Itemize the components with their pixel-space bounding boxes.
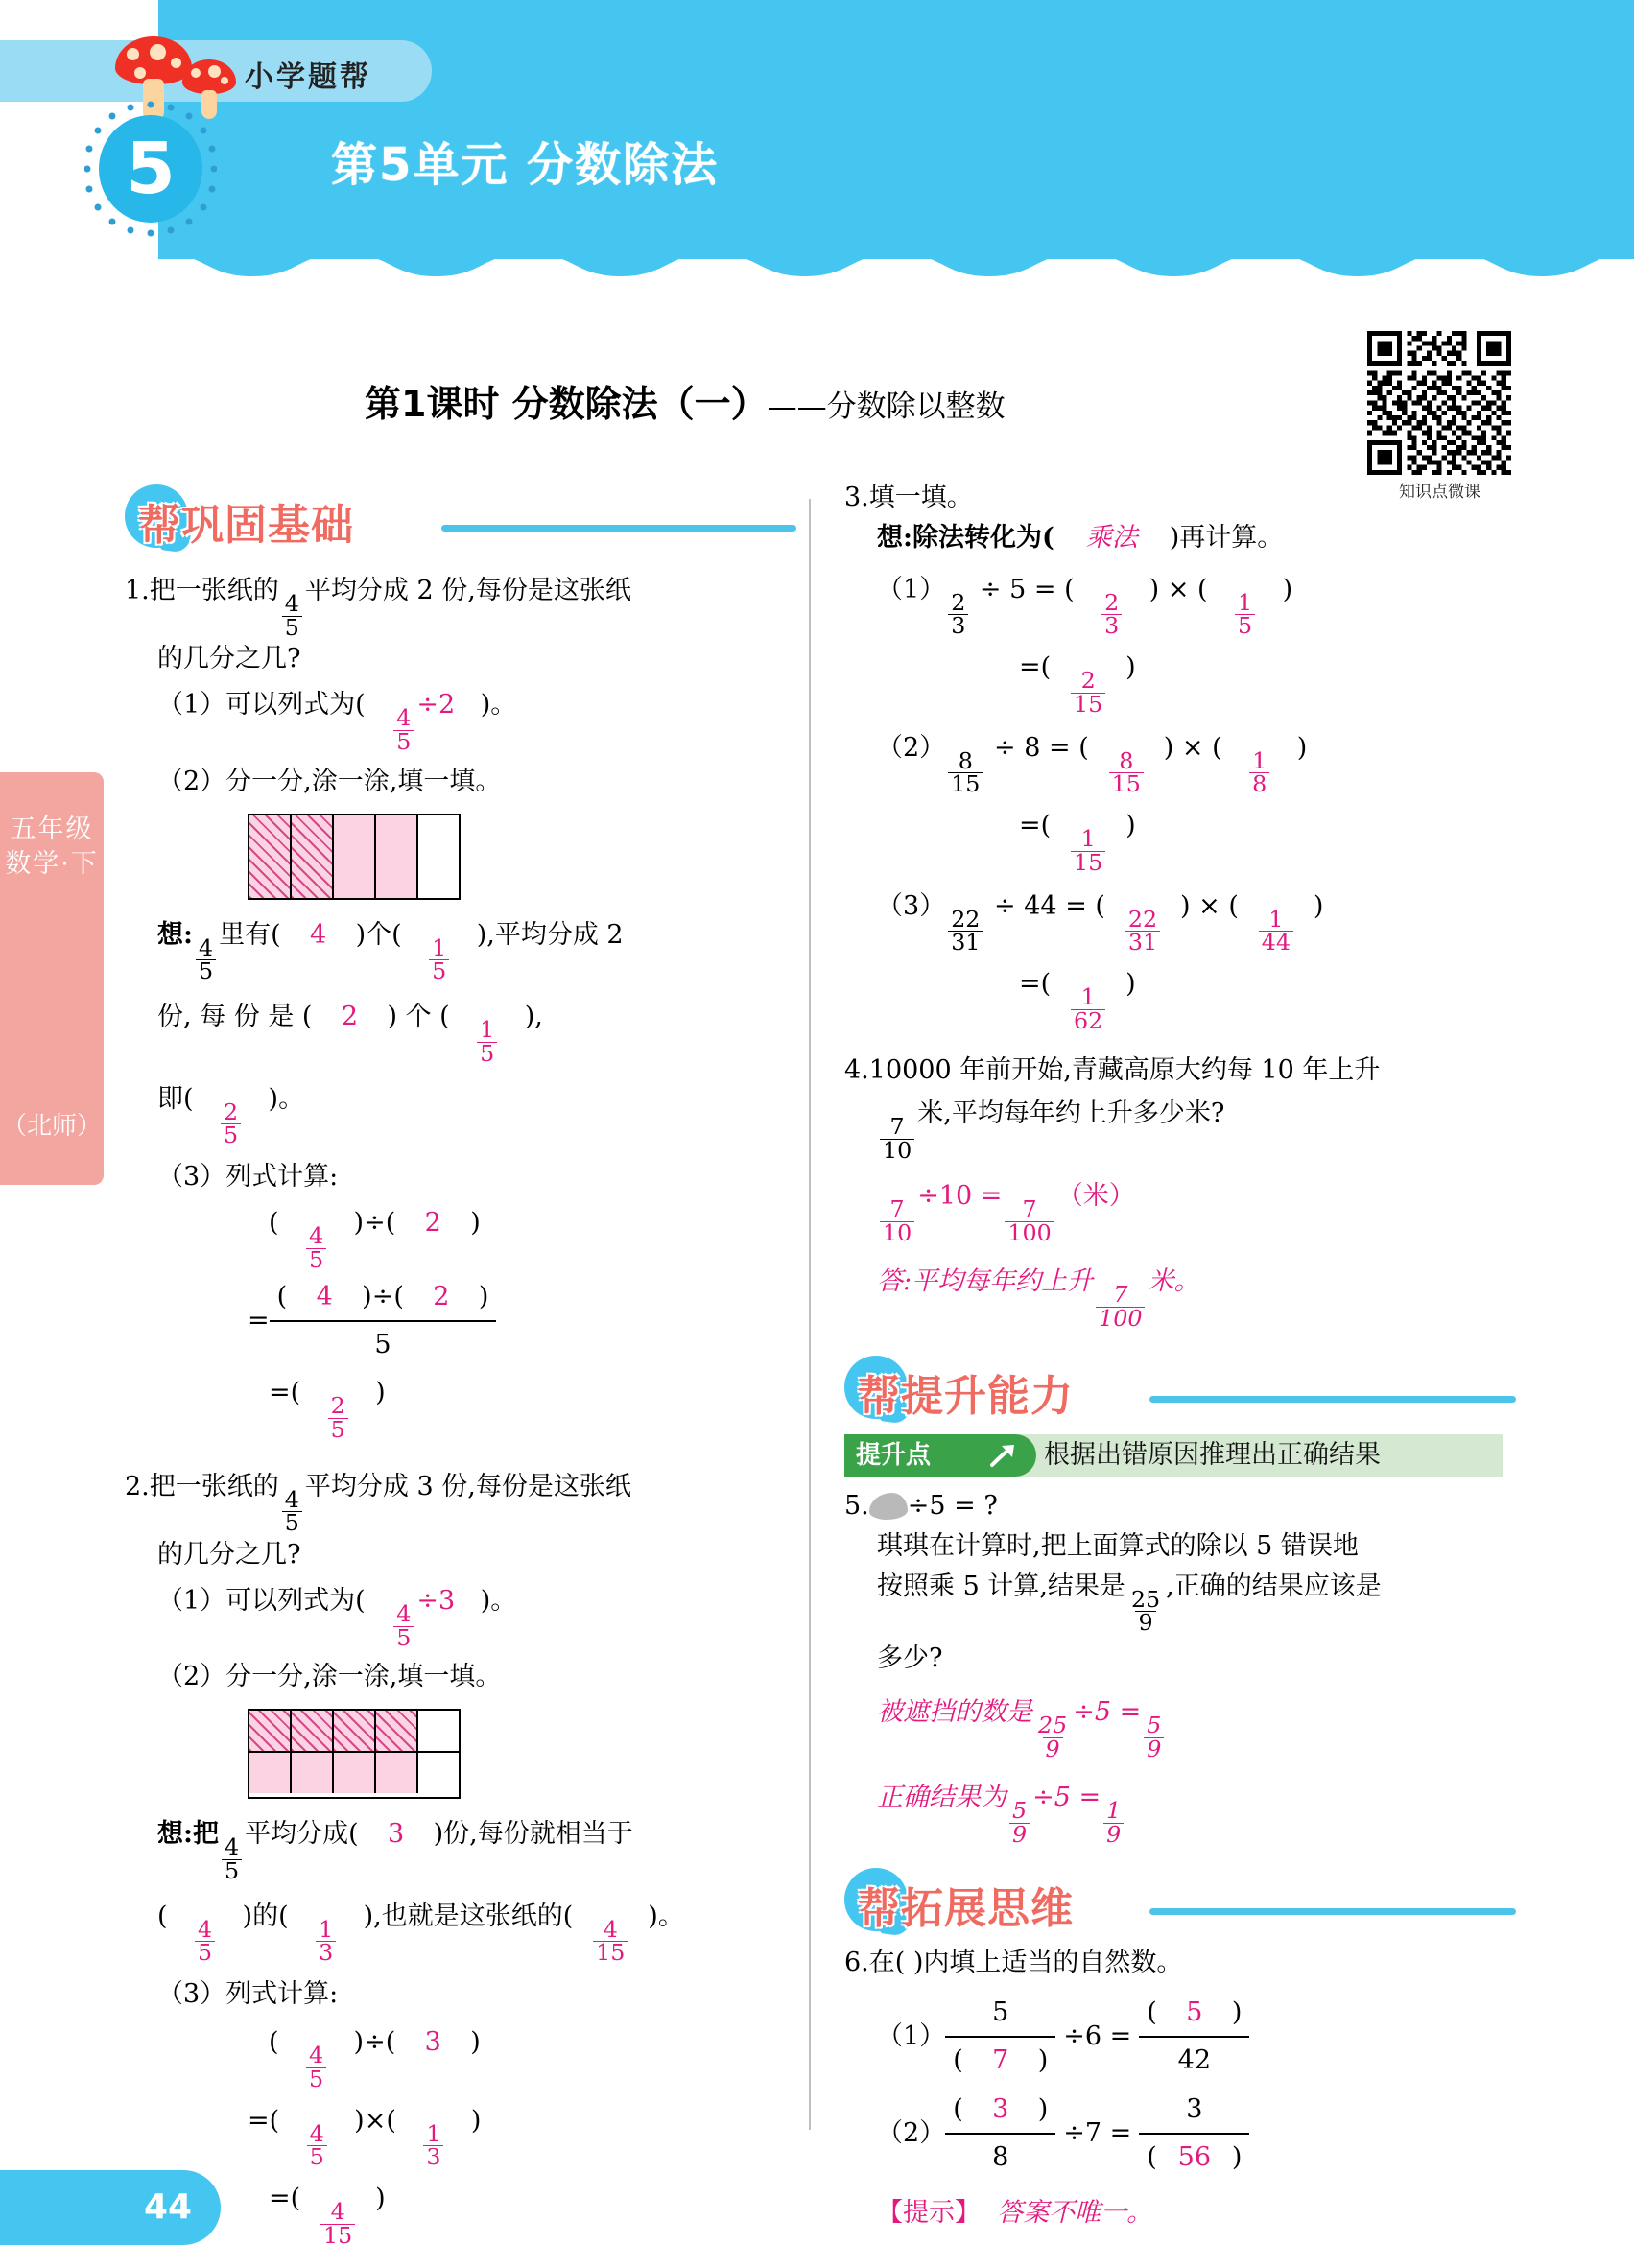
grid-cell-empty [418,1711,459,1753]
q3-item-1 [877,570,1516,638]
section-basics-label: 巩固基础 [181,501,354,550]
q2-think-line1 [157,1814,796,1882]
q6-item-1-divisor: ÷6 = [1063,2020,1132,2051]
q2-grid-diagram [248,1709,461,1799]
q3-item-3-result [1019,964,1516,1032]
q6-item-1-label: （1） [877,2020,946,2051]
q3-item-3-result-fraction: $\frac{1}{62}$ [1051,964,1125,1032]
q1-stem-line1 [125,571,796,639]
grid-cell-hatched [334,1711,376,1753]
q3-item-3-o2: ( [1228,890,1239,921]
q2-calc3-answer: $\frac{4}{15}$ [300,2179,375,2247]
q1-think-b: )个( [355,919,402,950]
q3-item-2-answer-1: $\frac{8}{15}$ [1089,728,1164,796]
q1-calc2-denominator: 5 [270,1320,497,1365]
q4-answer-line [877,1262,1516,1333]
q2-calc-line3 [269,2179,796,2247]
column-divider [809,499,811,2130]
q2-think-answer-3: $\frac{1}{3}$ [289,1897,364,1965]
q6-stem [844,1943,1516,1983]
q3-item-3-c1: ) [1179,890,1191,921]
bar-cell-hatched [292,815,334,898]
q4-stem-fraction: $\frac{7}{10}$ [880,1116,914,1163]
q1-calc-line1 [269,1203,796,1271]
q1-part1-answer: $\frac{4}{5}$ ÷2 [366,685,481,753]
q6-item-1 [877,1993,1516,2081]
q3-item-1-o2: ( [1197,574,1208,604]
q1-calc3-close: ) [375,1378,386,1408]
q1-part2-label: （2）分一分,涂一涂,填一填。 [157,766,502,796]
q3-item-1-res-close: ) [1125,652,1136,683]
q2-stem-line2: 的几分之几? [157,1540,301,1571]
q4-answer-a: 答:平均每年约上升 [877,1266,1094,1297]
q1-calc1-mid: )÷( [353,1207,396,1238]
left-column [125,484,796,2248]
q1-part1-frac: $\frac{4}{5}$ [393,707,414,754]
q4-solution-mid: ÷10 = [917,1180,1003,1211]
q2-part1-answer: $\frac{4}{5}$ ÷3 [366,1581,481,1649]
q6-item-1-denominator: ( 7 ) [945,2036,1055,2081]
section-bang-char: 帮 [858,1371,901,1421]
q6-item-2-numerator: ( 3 ) [953,2094,1049,2125]
q1-calc1-fraction: $\frac{4}{5}$ [279,1203,354,1271]
q5-sol2-a: 正确结果为 [877,1783,1006,1813]
q4-stem-line2 [877,1094,1516,1165]
q3-item-3-res-eq: =( [1019,969,1052,1000]
section-header-thinking [844,1868,1516,1933]
tip-band [844,1434,1503,1477]
q5-stem-b: 按照乘 5 计算,结果是 [877,1571,1125,1601]
q1-calc1-close: ) [470,1207,481,1238]
q3-item-1-result-fraction: $\frac{2}{15}$ [1051,648,1125,716]
q1-think-answer-2: $\frac{1}{5}$ [402,915,477,983]
q5-stem-fraction: $\frac{25}{9}$ [1130,1585,1161,1637]
q1-calc2-numerator: ( 4 )÷( 2 ) [276,1282,489,1312]
section-header-ability [844,1356,1516,1421]
bar-cell-empty [418,815,459,898]
header-wave-edge [158,248,1634,280]
q1-part1-close: )。 [480,690,517,721]
q6-item-1-numerator: 5 [992,1996,1009,2027]
grid-cell-hatched [376,1711,418,1753]
q2-stem-fraction: $\frac{4}{5}$ [282,1489,302,1536]
section-ability-label: 提升能力 [901,1371,1074,1421]
sidebar-edition-label: （北师） [1,1112,102,1141]
q5-number: 5. [844,1490,869,1521]
q4-stem-b: 米,平均每年约上升多少米? [917,1099,1225,1129]
q5-sol1-a: 被遮挡的数是 [877,1696,1032,1727]
q3-think-label: 想:除法转化为( [877,522,1054,553]
q1-stem-fraction: $\frac{4}{5}$ [282,593,302,640]
q3-item-3-eq: = [1065,890,1087,921]
q3-item-2-o1: ( [1078,732,1089,763]
section-rule [441,525,796,532]
grid-row-top [249,1711,459,1753]
arrow-up-right-icon [986,1440,1019,1471]
q3-item-3-div: ÷ [994,890,1016,921]
section-bang-char: 帮 [858,1883,901,1933]
q2-think-f: )。 [648,1901,684,1931]
q3-title-line [844,478,1516,518]
q6-item-2-label: （2） [877,2118,946,2149]
q6-hint-text: 答案不唯一。 [997,2198,1153,2229]
q5-solution-line2 [877,1778,1516,1849]
q4-answer-b: 米。 [1148,1266,1200,1297]
q3-item-2-c2: ) [1296,732,1308,763]
q6-item-2-divisor: ÷7 = [1063,2118,1132,2149]
q1-part3-label: （3）列式计算: [157,1162,339,1193]
page-number: 44 [144,2187,193,2227]
q5-stem-line3 [877,1567,1516,1635]
q2-calc1-answer: 3 [424,2027,441,2058]
grid-cell-pink [334,1753,376,1793]
q1-think-line1 [157,915,796,983]
q2-think-d: )的( [242,1901,289,1931]
q5-sol1-mid: ÷5 = [1073,1696,1142,1727]
q3-think-tail: )再计算。 [1169,522,1284,553]
q2-think-label: 想:把 [157,1819,219,1850]
question-1 [125,571,796,1442]
unit-number-badge: 5 [99,115,202,223]
lesson-title [365,374,1006,427]
q3-item-1-answer-1: $\frac{2}{3}$ [1075,570,1149,638]
q3-item-1-c1: ) [1149,574,1160,604]
q1-think-e: ) 个 ( [387,1002,450,1032]
question-2 [125,1467,796,2248]
q3-item-1-o1: ( [1064,574,1075,604]
q3-title: 填一填。 [868,483,973,512]
q1-think-g: 即( [157,1083,194,1114]
q3-item-3-answer-1: $\frac{22}{31}$ [1105,886,1180,955]
section-rule [1149,1908,1516,1915]
q3-item-1-divisor: 5 [1009,574,1027,604]
q2-part1-label: （1）可以列式为( [157,1585,366,1616]
q3-item-1-res-eq: =( [1019,652,1052,683]
lesson-title-sub: ——分数除以整数 [767,390,1006,424]
q1-think-answer-1: 4 [310,919,327,950]
q2-stem-b: 平均分成 3 份,每份是这张纸 [304,1471,631,1501]
q2-think-e: ),也就是这张纸的( [363,1901,574,1931]
question-4 [844,1051,1516,1331]
q1-calc2-eq: = [248,1306,270,1336]
section-thinking-label: 拓展思维 [901,1883,1074,1933]
section-header-text [858,1874,1074,1935]
q1-think-line3 [157,1079,796,1147]
q6-item-2-left-fraction [945,2090,1055,2178]
q1-calc1-answer: 2 [424,1207,441,1238]
q2-part3-label: （3）列式计算: [157,1979,339,2010]
q3-think-answer: 乘法 [1085,522,1138,553]
grid-cell-hatched [249,1711,292,1753]
q2-calc1-fraction: $\frac{4}{5}$ [279,2022,354,2091]
q3-item-2 [877,728,1516,796]
q2-calc2-close: ) [470,2105,482,2136]
q1-calc-line3 [269,1373,796,1441]
q2-calc1-close: ) [470,2027,481,2058]
q2-calc1-open: ( [269,2027,279,2058]
q2-think-answer-1: 3 [388,1819,405,1850]
q3-item-2-result [1019,806,1516,874]
q4-solution-result: $\frac{7}{100}$ [1005,1198,1054,1245]
q1-think-label: 想: [157,919,193,950]
q2-calc3-close: ) [375,2184,386,2214]
q6-item-2 [877,2090,1516,2178]
q3-item-1-times: × [1167,574,1190,604]
q3-item-3-o1: ( [1095,890,1105,921]
q5-stem-line4: 多少? [877,1643,943,1674]
q2-calc2-mid: )×( [354,2105,396,2136]
q3-item-2-o2: ( [1212,732,1222,763]
q1-think-line2 [157,997,796,1065]
q1-calc2-fraction [270,1277,497,1365]
q4-answer-fraction: $\frac{7}{100}$ [1096,1284,1145,1331]
q1-stem-b: 平均分成 2 份,每份是这张纸 [304,576,631,605]
section-header-text [138,490,354,552]
tip-badge-label: 提升点 [844,1434,1036,1477]
q2-calc1-mid: )÷( [353,2027,396,2058]
q3-item-1-result [1019,648,1516,716]
q2-number: 2. [125,1471,150,1501]
brand-title: 小学题帮 [245,60,371,94]
grid-cell-hatched [292,1711,334,1753]
q4-solution [877,1176,1516,1244]
q3-item-1-c2: ) [1282,574,1293,604]
q1-calc3-eq: =( [269,1378,301,1408]
section-header-text [858,1361,1074,1423]
q2-think-c: ( [157,1901,168,1931]
grid-cell-pink [249,1753,292,1793]
q5-sol1-fraction: $\frac{25}{9}$ [1038,1711,1068,1762]
qr-caption: 知识点微课 [1399,483,1480,502]
question-5 [844,1486,1516,1847]
q6-item-2-denominator: 8 [945,2133,1055,2178]
q3-item-1-left-fraction: $\frac{2}{3}$ [948,592,968,639]
q3-item-2-div: ÷ [994,732,1016,763]
q1-think-answer-4: $\frac{1}{5}$ [450,997,525,1065]
grid-cell-pink [292,1753,334,1793]
q1-think-answer-5: $\frac{2}{5}$ [194,1079,269,1147]
q6-item-1-result-numerator: ( 5 ) [1147,1996,1243,2027]
q5-solution-line1 [877,1692,1516,1760]
q2-calc-line2 [248,2101,796,2169]
q2-stem-a: 把一张纸的 [149,1471,279,1501]
q6-item-2-result-denominator: ( 56 ) [1139,2133,1249,2178]
q4-stem-a: 10000 年前开始,青藏高原大约每 10 年上升 [868,1054,1381,1085]
q2-calc2-eq: =( [248,2105,280,2136]
q2-part1 [157,1581,796,1649]
q3-item-2-times: × [1181,732,1204,763]
q2-think-answer-2: $\frac{4}{5}$ [168,1897,243,1965]
q4-solution-unit: （米） [1056,1180,1135,1211]
q2-calc2-fraction-1: $\frac{4}{5}$ [279,2101,354,2169]
q2-calc-line1 [269,2022,796,2091]
q1-stem-a: 把一张纸的 [149,576,279,605]
q1-part1-label: （1）可以列式为( [157,690,366,721]
q5-sol2-result: $\frac{1}{9}$ [1103,1800,1124,1847]
grid-cell-pink [376,1753,418,1793]
blob-placeholder-icon [869,1493,908,1520]
bar-cell-pink [376,815,418,898]
q3-item-3-label: （3） [877,890,946,921]
right-column [844,478,1516,2233]
q1-bar-diagram [248,814,461,900]
question-3 [844,478,1516,1033]
q6-stem-text: 在( )内填上适当的自然数。 [868,1947,1183,1977]
section-rule [1149,1396,1516,1403]
q5-stem-line2: 琪琪在计算时,把上面算式的除以 5 错误地 [877,1530,1359,1561]
q1-calc-line2 [248,1277,796,1365]
q6-number: 6. [844,1947,869,1977]
q3-item-1-answer-2: $\frac{1}{5}$ [1208,570,1283,638]
q3-item-3-left-fraction: $\frac{22}{31}$ [948,909,983,956]
q3-item-2-result-fraction: $\frac{1}{15}$ [1051,806,1125,874]
q6-item-2-result-numerator: 3 [1186,2094,1203,2125]
q3-item-3-c2: ) [1313,890,1324,921]
bar-cell-pink [334,815,376,898]
q4-stem-line1 [844,1051,1516,1091]
q1-calc3-answer: $\frac{2}{5}$ [300,1373,375,1441]
q3-item-3-answer-2: $\frac{1}{44}$ [1239,886,1314,955]
q2-think-line2 [157,1897,796,1965]
unit-title: 第5单元 分数除法 [331,138,720,192]
q2-calc3-eq: =( [269,2184,301,2214]
q3-item-3 [877,886,1516,955]
section-bang-char: 帮 [138,501,181,550]
q1-think-frac: $\frac{4}{5}$ [196,937,216,984]
q2-think-answer-4: $\frac{4}{15}$ [573,1897,648,1965]
grid-cell-empty [418,1753,459,1793]
q5-sol1-result: $\frac{5}{9}$ [1144,1714,1164,1761]
q3-item-1-div: ÷ [979,574,1002,604]
q3-item-2-left-fraction: $\frac{8}{15}$ [948,750,983,797]
q3-item-1-eq: = [1033,574,1056,604]
q6-item-1-right-fraction [1139,1993,1249,2081]
sidebar-grade-tab [0,772,104,1185]
q6-item-2-right-fraction [1139,2090,1249,2178]
q3-item-3-res-close: ) [1125,969,1136,1000]
lesson-title-main: 第1课时 分数除法（一） [365,383,768,425]
q1-stem-line2: 的几分之几? [157,644,301,674]
bar-cell-hatched [249,815,292,898]
q5-sol2-mid: ÷5 = [1032,1783,1101,1813]
q3-item-2-divisor: 8 [1024,732,1041,763]
tip-text: 根据出错原因推理出正确结果 [1044,1439,1381,1470]
q1-think-a: 里有( [219,919,281,950]
q2-think-b: )份,每份就相当于 [433,1819,633,1850]
q3-item-2-res-eq: =( [1019,811,1052,841]
q3-item-2-label: （2） [877,732,946,763]
q6-hint [877,2193,1516,2233]
q1-calc1-open: ( [269,1207,279,1238]
q2-stem-line1 [125,1467,796,1535]
q3-item-2-res-close: ) [1125,811,1136,841]
q1-think-answer-3: 2 [341,1002,359,1032]
q1-number: 1. [125,576,150,605]
q1-think-h: )。 [268,1083,305,1114]
q2-think-a: 平均分成( [245,1819,359,1850]
q1-think-f: ), [524,1002,543,1032]
q1-think-d: 份, 每 份 是 ( [157,1002,313,1032]
q1-part1 [157,685,796,756]
q5-stem-head: ÷5 = ? [907,1490,998,1521]
q6-item-1-result-denominator: 42 [1139,2036,1249,2081]
q3-item-2-c1: ) [1163,732,1174,763]
q1-think-c: ),平均分成 2 [476,919,624,950]
q4-solution-fraction: $\frac{7}{10}$ [880,1198,914,1245]
grid-row-bottom [249,1753,459,1793]
question-6 [844,1943,1516,2233]
qr-code-icon[interactable] [1367,331,1511,475]
q6-item-1-left-fraction [945,1993,1055,2081]
q3-item-1-label: （1） [877,574,946,604]
q3-item-2-answer-2: $\frac{1}{8}$ [1222,728,1297,796]
q3-item-3-times: × [1198,890,1220,921]
q4-number: 4. [844,1054,869,1085]
q3-item-3-divisor: 44 [1024,890,1057,921]
q3-item-2-eq: = [1049,732,1071,763]
q3-number: 3. [844,483,869,512]
q2-part1-close: )。 [480,1585,517,1616]
q5-stem-line1 [844,1486,1516,1526]
q5-sol2-fraction: $\frac{5}{9}$ [1009,1800,1030,1847]
q6-hint-label: 【提示】 [877,2198,981,2229]
q5-stem-c: ,正确的结果应该是 [1166,1571,1382,1601]
sidebar-grade-label: 五年级数学·下 [5,815,99,879]
q3-think-line [877,518,1516,558]
section-header-basics [125,484,796,550]
q2-calc2-fraction-2: $\frac{1}{3}$ [396,2101,471,2169]
q2-think-frac: $\frac{4}{5}$ [222,1836,242,1883]
q2-part2-label: （2）分一分,涂一涂,填一填。 [157,1662,502,1692]
